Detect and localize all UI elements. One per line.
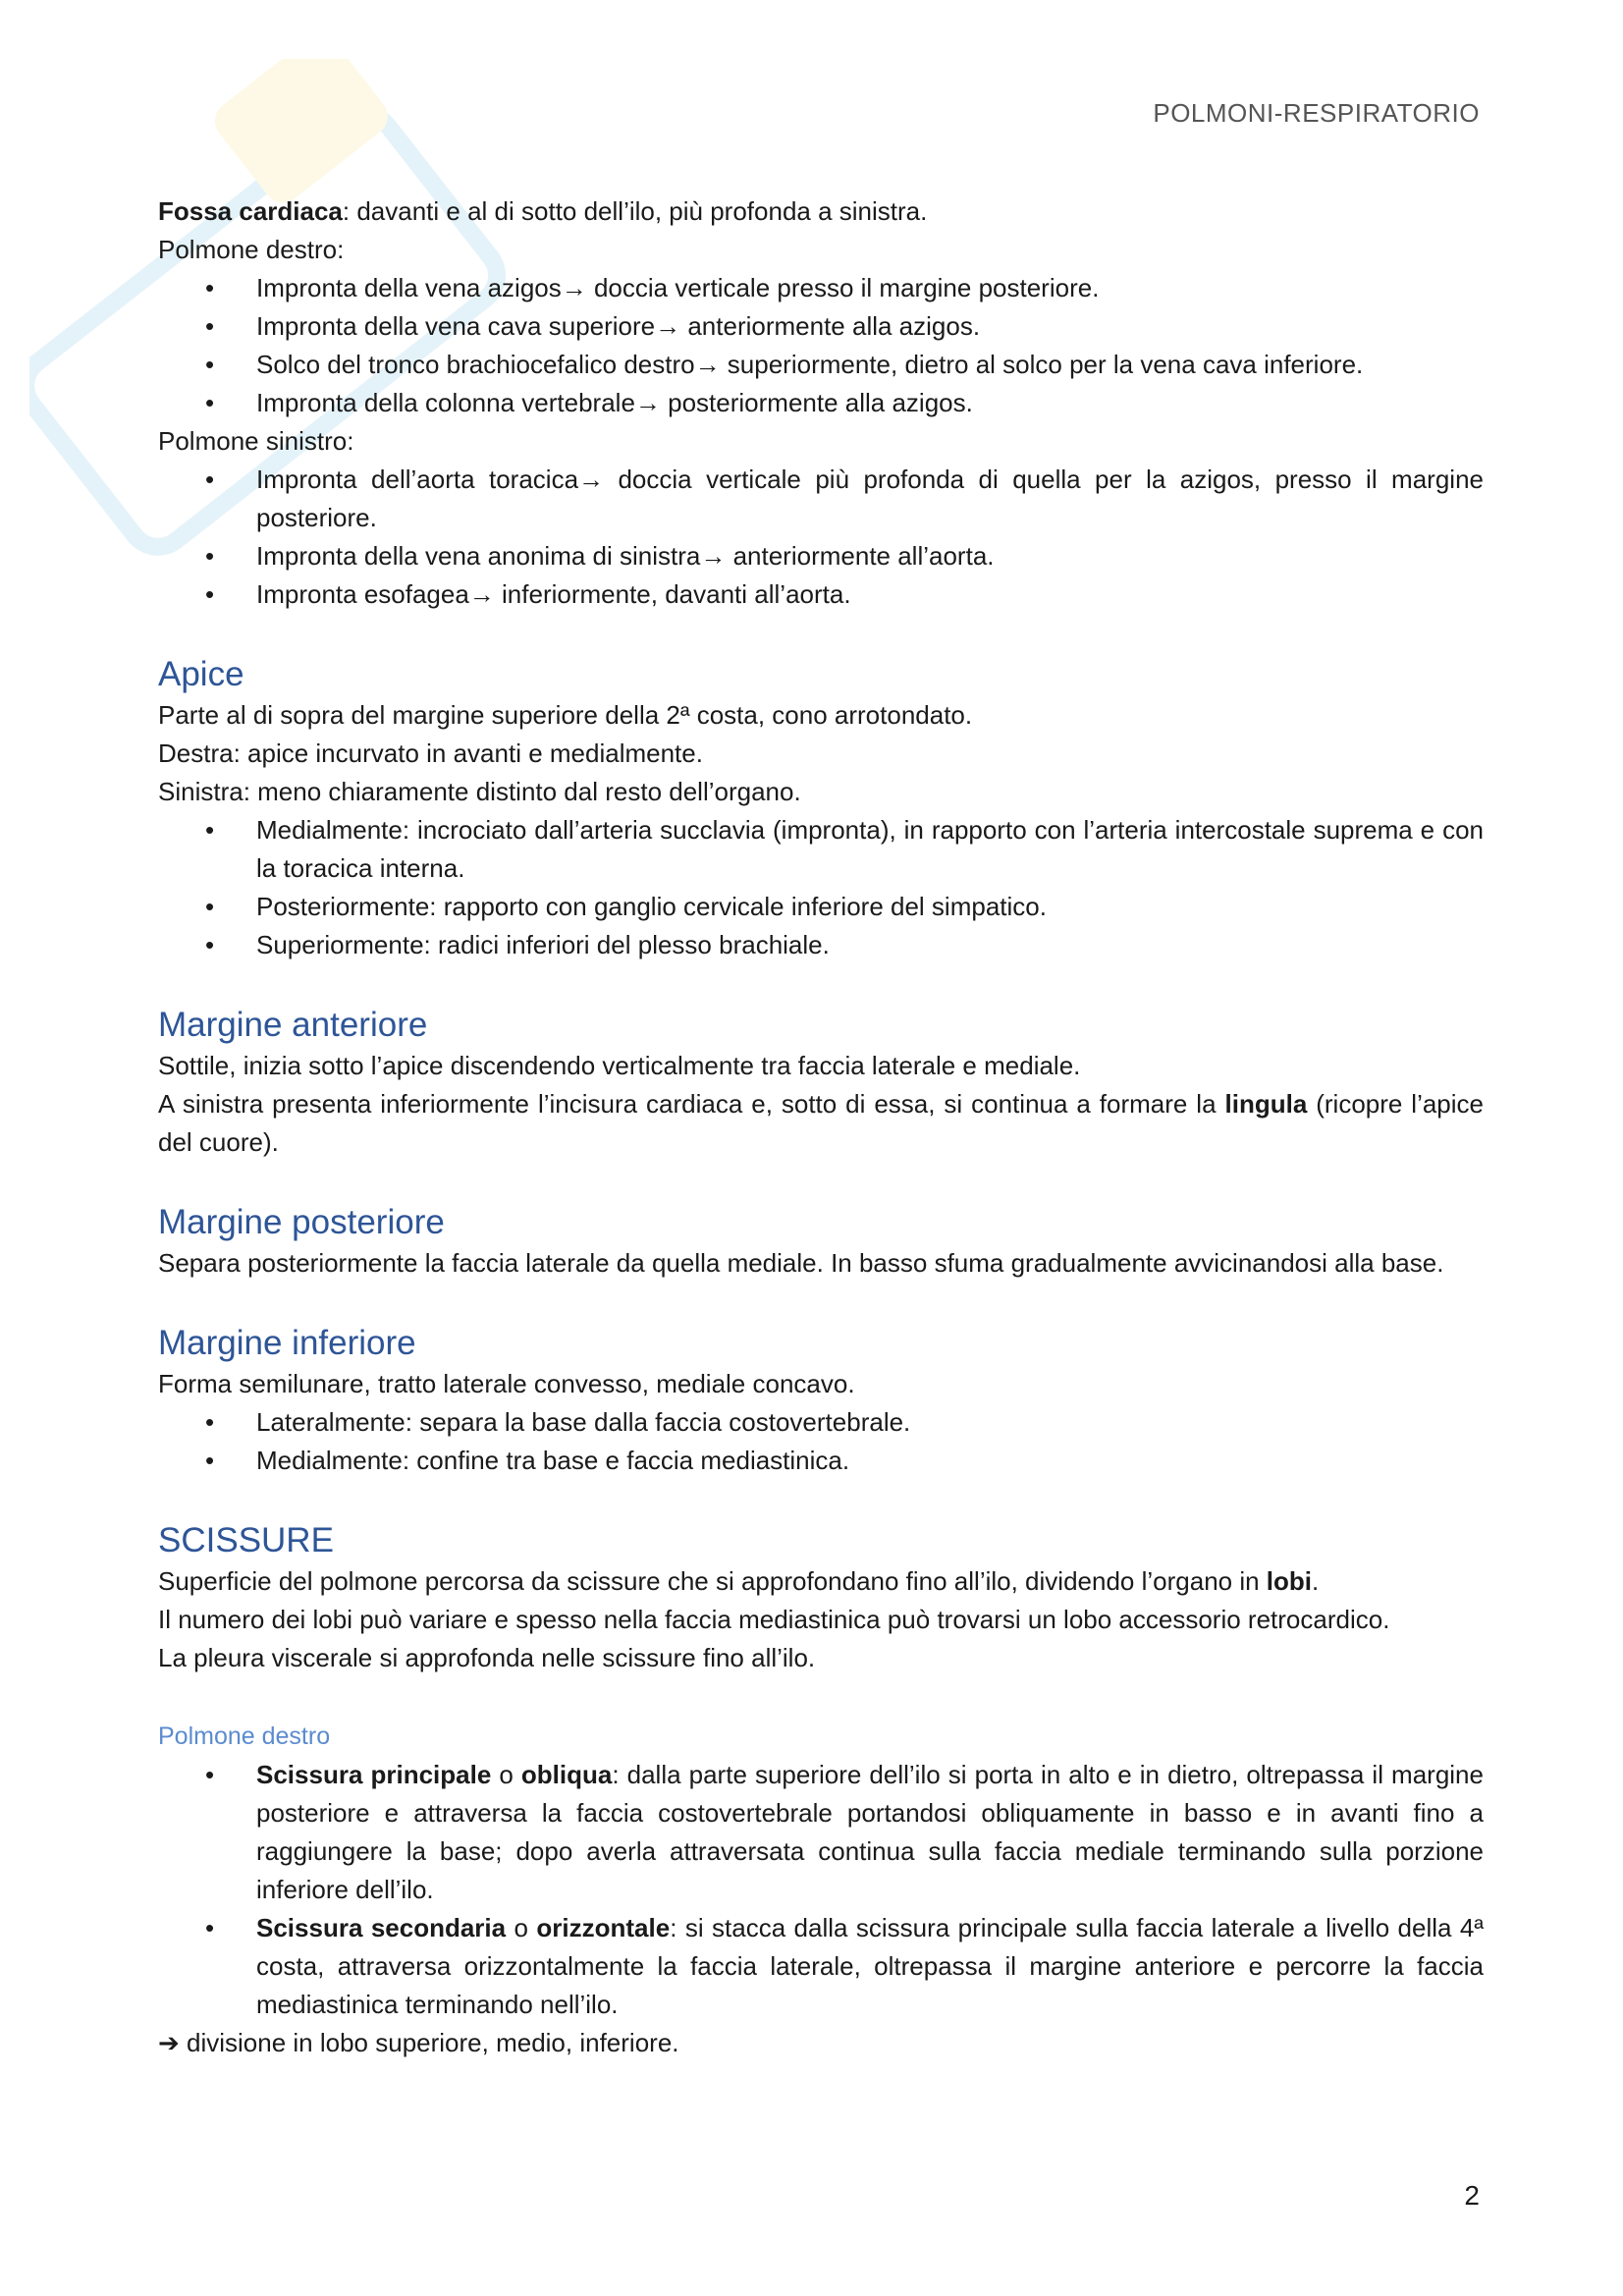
list-item: • Impronta esofagea→ inferiormente, davanti all’aorta. [256,575,1484,614]
paragraph: Separa posteriormente la faccia laterale da quella mediale. In basso sfuma gradualmente avvicinandosi alla base. [158,1248,1444,1278]
section-heading-margine-posteriore: Margine posteriore [158,1203,445,1241]
paragraph: Superficie del polmone percorsa da scissure che si approfondano fino all’ilo, dividendo l’organo in lobi. [158,1566,1320,1596]
paragraph: Forma semilunare, tratto laterale convesso, mediale concavo. [158,1369,855,1398]
lobi-term: lobi [1266,1566,1313,1596]
paragraph: Parte al di sopra del margine superiore della 2ª costa, cono arrotondato. [158,700,973,730]
margine-inferiore-list [158,1403,1484,1480]
apice-list [158,811,1484,964]
list-item: • Posteriormente: rapporto con ganglio cervicale inferiore del simpatico. [256,888,1484,926]
fossa-cardiaca-line: Fossa cardiaca: davanti e al di sotto dell’ilo, più profonda a sinistra. [158,196,928,226]
polmone-sinistro-list [158,461,1484,614]
polmone-sinistro-label: Polmone sinistro: [158,426,354,456]
polmone-destro-label: Polmone destro: [158,235,345,264]
list-item: • Lateralmente: separa la base dalla faccia costovertebrale. [256,1403,1484,1442]
section-heading-margine-inferiore: Margine inferiore [158,1324,416,1362]
list-item: • Scissura secondaria o orizzontale: si stacca dalla scissura principale sulla faccia laterale a livello della 4ª costa, attraversa orizzontalmente la faccia laterale, oltrepassa il margine anteriore e percorre la faccia mediastinica terminando nell’ilo. [256,1909,1484,2024]
paragraph: Destra: apice incurvato in avanti e medialmente. [158,738,703,768]
paragraph: La pleura viscerale si approfonda nelle scissure fino all’ilo. [158,1643,816,1672]
list-item: • Scissura principale o obliqua: dalla parte superiore dell’ilo si porta in alto e in dietro, oltrepassa il margine posteriore e attraversa la faccia costovertebrale portandosi obliquamente in basso e in avanti fino a raggiungere la base; dopo averla attraversata continua sulla faccia mediale terminando sulla porzione inferiore dell’ilo. [256,1756,1484,1909]
list-item: • Medialmente: confine tra base e faccia mediastinica. [256,1442,1484,1480]
list-item: • Impronta della vena cava superiore→ anteriormente alla azigos. [256,307,1484,346]
section-heading-scissure: SCISSURE [158,1521,334,1559]
page-header: POLMONI-RESPIRATORIO [1153,98,1480,128]
list-item: • Impronta della vena anonima di sinistra→ anteriormente all’aorta. [256,537,1484,575]
scissure-list [158,1756,1484,2024]
section-heading-apice: Apice [158,655,244,693]
page-content [158,192,1484,2062]
fossa-cardiaca-term: Fossa cardiaca [158,196,343,226]
list-item: • Impronta della colonna vertebrale→ posteriormente alla azigos. [256,384,1484,422]
polmone-destro-list [158,269,1484,422]
list-item: • Superiormente: radici inferiori del plesso brachiale. [256,926,1484,964]
list-item: • Medialmente: incrociato dall’arteria succlavia (impronta), in rapporto con l’arteria intercostale suprema e con la toracica interna. [256,811,1484,888]
conclusion-line: ➔ divisione in lobo superiore, medio, inferiore. [158,2028,679,2057]
section-heading-margine-anteriore: Margine anteriore [158,1006,428,1044]
list-item: • Impronta della vena azigos→ doccia verticale presso il margine posteriore. [256,269,1484,307]
list-item: • Impronta dell’aorta toracica→ doccia verticale più profonda di quella per la azigos, presso il margine posteriore. [256,461,1484,537]
lingula-term: lingula [1224,1089,1308,1119]
paragraph: Sinistra: meno chiaramente distinto dal resto dell’organo. [158,777,801,806]
paragraph: Il numero dei lobi può variare e spesso nella faccia mediastinica può trovarsi un lobo accessorio retrocardico. [158,1605,1390,1634]
paragraph: Sottile, inizia sotto l’apice discendendo verticalmente tra faccia laterale e mediale. [158,1051,1081,1080]
paragraph: A sinistra presenta inferiormente l’incisura cardiaca e, sotto di essa, si continua a formare la lingula (ricopre l’apice del cuore). [158,1089,1485,1157]
page-number: 2 [1464,2180,1480,2211]
subheading-polmone-destro: Polmone destro [158,1722,331,1750]
list-item: • Solco del tronco brachiocefalico destro→ superiormente, dietro al solco per la vena cava inferiore. [256,346,1484,384]
